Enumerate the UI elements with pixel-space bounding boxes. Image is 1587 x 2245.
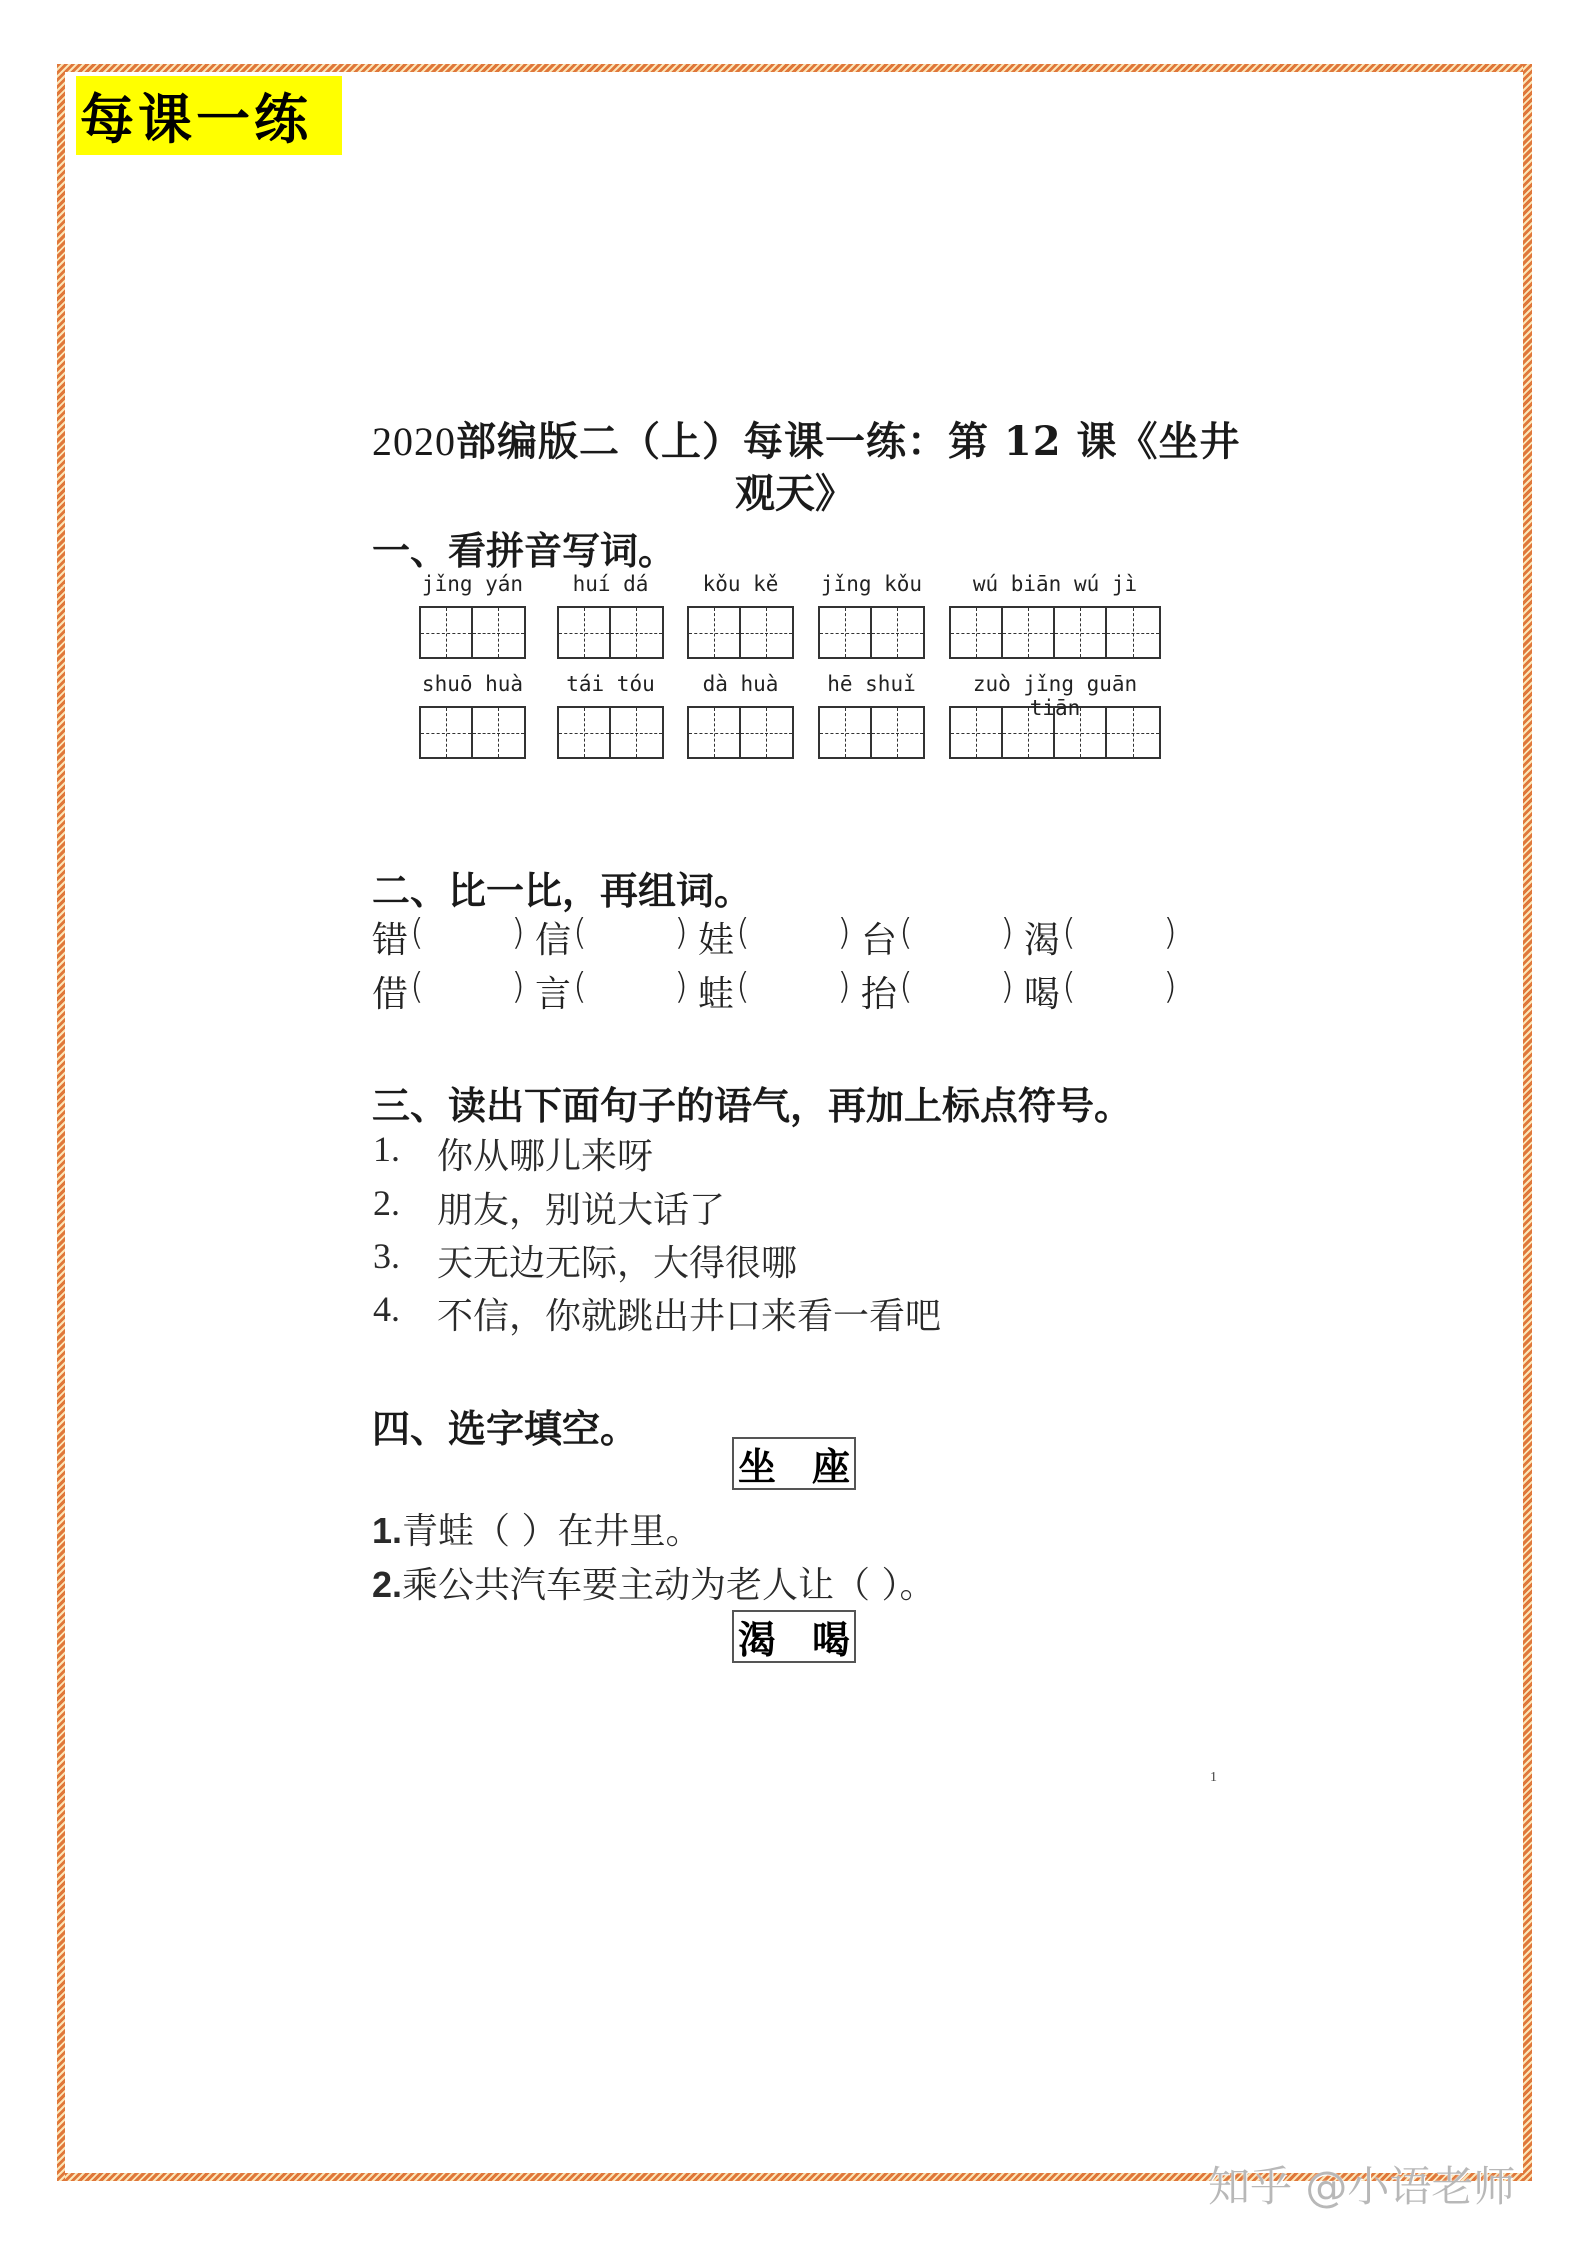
writing-grid[interactable] bbox=[557, 706, 664, 759]
pinyin-label: jǐng kǒu bbox=[820, 572, 923, 596]
pinyin-label: huí dá bbox=[572, 572, 649, 596]
pinyin-word-box bbox=[419, 672, 526, 759]
answer-blank[interactable]: ( ) bbox=[573, 912, 688, 953]
page-title-line2: 观天》 bbox=[735, 470, 855, 517]
writing-grid[interactable] bbox=[687, 606, 794, 659]
compare-item: 喝 ( ) bbox=[1024, 966, 1187, 1017]
answer-blank[interactable]: ( ) bbox=[410, 966, 525, 1007]
answer-blank[interactable]: ( ) bbox=[736, 912, 851, 953]
pinyin-label: jǐng yán bbox=[421, 572, 524, 596]
writing-grid[interactable] bbox=[949, 606, 1161, 659]
choice-box-2 bbox=[732, 1610, 856, 1663]
section-3-heading: 三、读出下面句子的语气，再加上标点符号。 bbox=[372, 1084, 1133, 1128]
compare-item: 信 ( ) bbox=[535, 912, 698, 963]
compare-item: 渴 ( ) bbox=[1024, 912, 1187, 963]
pinyin-word-box bbox=[949, 672, 1161, 759]
title-year: 2020 bbox=[372, 419, 456, 464]
writing-grid[interactable] bbox=[419, 706, 526, 759]
compare-row-1 bbox=[372, 912, 1187, 963]
title-line1: 部编版二（上）每课一练：第 12 课《坐井 bbox=[456, 418, 1241, 465]
sentence-item: 3. 天无边无际，大得很哪 bbox=[373, 1236, 798, 1284]
pinyin-word-box bbox=[687, 572, 794, 659]
answer-blank[interactable]: ( ) bbox=[1062, 966, 1177, 1007]
border-top bbox=[57, 64, 1532, 72]
pinyin-label: kǒu kě bbox=[702, 572, 779, 596]
compare-item: 娃 ( ) bbox=[698, 912, 861, 963]
border-left bbox=[57, 64, 65, 2181]
writing-grid[interactable] bbox=[557, 606, 664, 659]
pinyin-word-box bbox=[818, 672, 925, 759]
compare-item: 台 ( ) bbox=[861, 912, 1024, 963]
writing-grid[interactable] bbox=[818, 606, 925, 659]
answer-blank[interactable]: ( ) bbox=[410, 912, 525, 953]
pinyin-label: shuō huà bbox=[421, 672, 524, 696]
pinyin-word-box bbox=[687, 672, 794, 759]
pinyin-label: tái tóu bbox=[566, 672, 655, 696]
watermark: 知乎 @小语老师 bbox=[1208, 2162, 1516, 2211]
pinyin-label: wú biān wú jì bbox=[972, 572, 1138, 596]
pinyin-label: dà huà bbox=[702, 672, 779, 696]
sentence-item: 1. 你从哪儿来呀 bbox=[373, 1129, 654, 1177]
fill-item: 2.乘公共汽车要主动为老人让（ ）。 bbox=[372, 1564, 936, 1606]
writing-grid[interactable] bbox=[949, 706, 1161, 759]
choice-option: 喝 bbox=[811, 1618, 850, 1662]
answer-blank[interactable]: ( ) bbox=[899, 912, 1014, 953]
answer-blank[interactable]: ( ) bbox=[573, 966, 688, 1007]
writing-grid[interactable] bbox=[419, 606, 526, 659]
section-4-heading: 四、选字填空。 bbox=[372, 1407, 639, 1451]
compare-item: 错 ( ) bbox=[372, 912, 535, 963]
pinyin-word-box bbox=[419, 572, 526, 659]
choice-option: 座 bbox=[811, 1445, 850, 1489]
answer-blank[interactable]: ( ) bbox=[736, 966, 851, 1007]
sentence-item: 2. 朋友，别说大话了 bbox=[373, 1183, 726, 1231]
pinyin-label: hē shuǐ bbox=[827, 672, 916, 696]
answer-blank[interactable]: ( ) bbox=[1062, 912, 1177, 953]
writing-grid[interactable] bbox=[687, 706, 794, 759]
pinyin-word-box bbox=[949, 572, 1161, 659]
writing-grid[interactable] bbox=[818, 706, 925, 759]
pinyin-label: zuò jǐng guān tiān bbox=[972, 672, 1138, 720]
compare-item: 抬 ( ) bbox=[861, 966, 1024, 1017]
border-right bbox=[1523, 64, 1532, 2181]
section-1-heading: 一、看拼音写词。 bbox=[372, 529, 677, 573]
pinyin-word-box bbox=[557, 672, 664, 759]
pinyin-word-box bbox=[557, 572, 664, 659]
choice-option: 渴 bbox=[738, 1618, 777, 1662]
compare-row-2 bbox=[372, 966, 1187, 1017]
lesson-badge bbox=[76, 76, 342, 155]
sentence-item: 4. 不信，你就跳出井口来看一看吧 bbox=[373, 1289, 942, 1337]
compare-item: 言 ( ) bbox=[535, 966, 698, 1017]
section-2-heading: 二、比一比，再组词。 bbox=[372, 869, 753, 913]
answer-blank[interactable]: ( ) bbox=[899, 966, 1014, 1007]
fill-item: 1.青蛙（ ）在井里。 bbox=[372, 1510, 702, 1552]
choice-option: 坐 bbox=[738, 1445, 777, 1489]
page-title bbox=[372, 410, 1241, 467]
badge-label: 每课一练 bbox=[80, 88, 312, 151]
pinyin-word-box bbox=[818, 572, 925, 659]
compare-item: 借 ( ) bbox=[372, 966, 535, 1017]
page-number: 1 bbox=[1210, 1770, 1217, 1785]
compare-item: 蛙 ( ) bbox=[698, 966, 861, 1017]
choice-box-1 bbox=[732, 1437, 856, 1490]
